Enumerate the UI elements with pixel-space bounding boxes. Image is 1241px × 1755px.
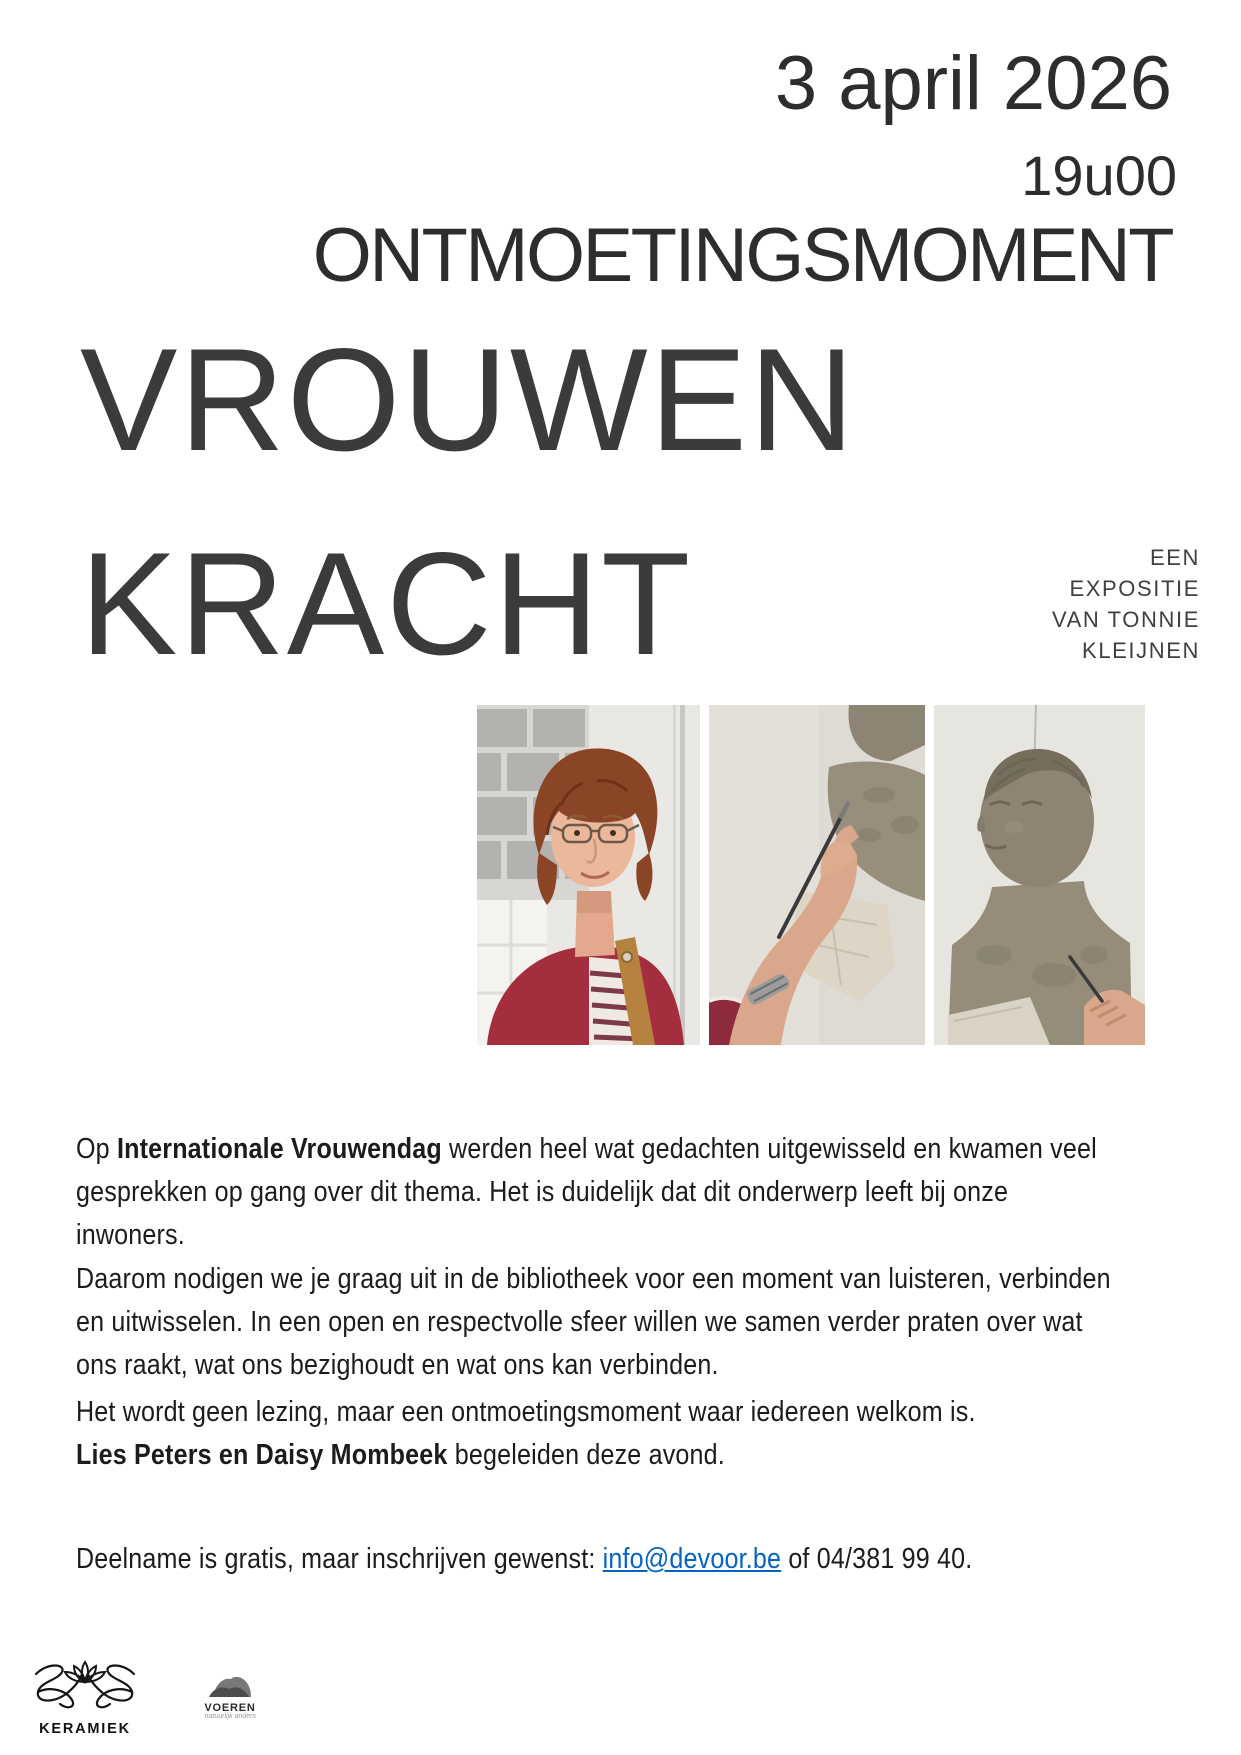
voeren-logo-label: VOEREN: [204, 1702, 256, 1714]
voeren-hills-icon: [207, 1673, 253, 1697]
voeren-logo-tagline: natuurlijk anders: [204, 1713, 256, 1720]
body-paragraph: [76, 1258, 1172, 1387]
main-title-line-1: VROUWEN: [80, 318, 857, 481]
bold-text-run: Internationale Vrouwendag: [116, 1133, 442, 1165]
email-link[interactable]: info@devoor.be: [602, 1543, 782, 1575]
body-paragraph: [76, 1128, 1172, 1257]
event-date: 3 april 2026: [774, 41, 1172, 126]
keramiek-logo: [30, 1660, 140, 1737]
photo-strip: [477, 705, 1145, 1045]
text-run: begeleiden deze avond.: [447, 1439, 725, 1471]
keramiek-lotus-icon: [32, 1660, 138, 1714]
voeren-logo: [204, 1673, 256, 1720]
exposition-note: [1052, 542, 1200, 666]
bold-text-run: Lies Peters en Daisy Mombeek: [76, 1439, 448, 1471]
contact-line: [76, 1538, 1172, 1581]
exposition-line: KLEIJNEN: [1082, 638, 1200, 663]
text-run: Daarom nodigen we je graag uit in de bibliotheek voor een moment van luisteren, verbinden: [76, 1263, 1111, 1295]
text-run: Deelname is gratis, maar inschrijven gewenst:: [76, 1543, 603, 1575]
exposition-line: EXPOSITIE: [1069, 576, 1200, 601]
text-run: ons raakt, wat ons bezighoudt en wat ons kan verbinden.: [76, 1349, 719, 1381]
exposition-line: VAN TONNIE: [1051, 607, 1200, 632]
text-run: inwoners.: [76, 1219, 185, 1251]
main-title-line-2: KRACHT: [80, 522, 693, 685]
exposition-line: EEN: [1149, 545, 1200, 570]
photo-clay-bust: [934, 705, 1145, 1045]
text-run: Het wordt geen lezing, maar een ontmoetingsmoment waar iedereen welkom is.: [76, 1396, 976, 1428]
photo-artist-portrait: [477, 705, 700, 1045]
event-time: 19u00: [1021, 144, 1177, 207]
event-type: ONTMOETINGSMOMENT: [312, 213, 1172, 298]
text-run: Op: [76, 1133, 117, 1165]
text-run: werden heel wat gedachten uitgewisseld en kwamen veel: [441, 1133, 1097, 1165]
body-paragraph: [76, 1391, 1172, 1477]
keramiek-logo-label: KERAMIEK: [39, 1721, 131, 1737]
text-run: of 04/381 99 40.: [781, 1543, 973, 1575]
text-run: gesprekken op gang over dit thema. Het is duidelijk dat dit onderwerp leeft bij onze: [76, 1176, 1009, 1208]
photo-sculpting-hand: [709, 705, 925, 1045]
text-run: en uitwisselen. In een open en respectvolle sfeer willen we samen verder praten over wat: [76, 1306, 1083, 1338]
